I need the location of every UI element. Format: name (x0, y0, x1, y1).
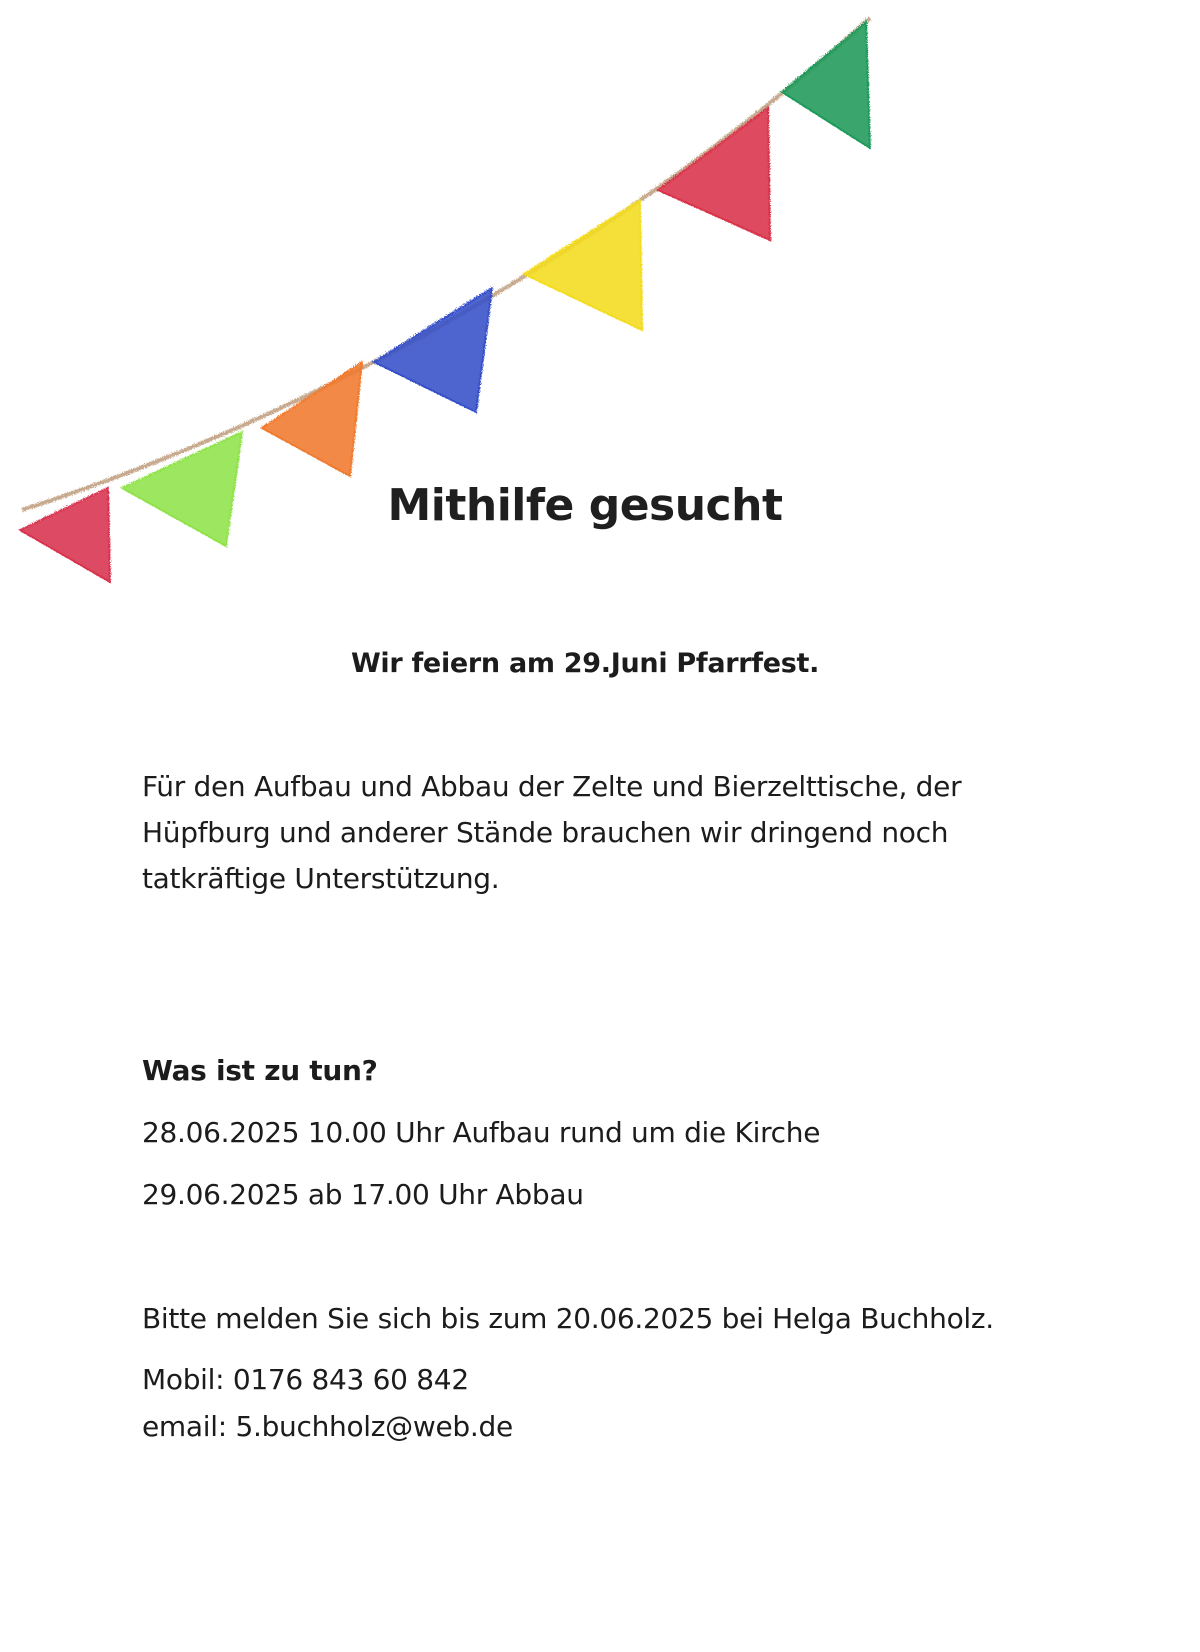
event-subtitle: Wir feiern am 29.Juni Pfarrfest. (350, 648, 820, 679)
flag-yellow (524, 200, 642, 330)
task-item-teardown: 29.06.2025 ab 17.00 Uhr Abbau (142, 1178, 584, 1211)
flag-blue (374, 288, 492, 412)
intro-line-3: tatkräftige Unterstützung. (142, 862, 500, 895)
bunting-string (22, 18, 870, 510)
intro-line-1: Für den Aufbau und Abbau der Zelte und Bierzelttische, der (142, 770, 962, 803)
page-title: Mithilfe gesucht (387, 480, 783, 531)
task-item-setup: 28.06.2025 10.00 Uhr Aufbau rund um die Kirche (142, 1116, 821, 1149)
contact-email: email: 5.buchholz@web.de (142, 1410, 513, 1443)
bunting-string-line (22, 18, 870, 510)
flag-green (782, 22, 870, 148)
contact-request: Bitte melden Sie sich bis zum 20.06.2025 bei Helga Buchholz. (142, 1302, 994, 1335)
intro-line-2: Hüpfburg und anderer Stände brauchen wir dringend noch (142, 816, 949, 849)
tasks-heading: Was ist zu tun? (142, 1054, 378, 1087)
flag-orange (262, 362, 362, 476)
contact-mobile: Mobil: 0176 843 60 842 (142, 1363, 469, 1396)
